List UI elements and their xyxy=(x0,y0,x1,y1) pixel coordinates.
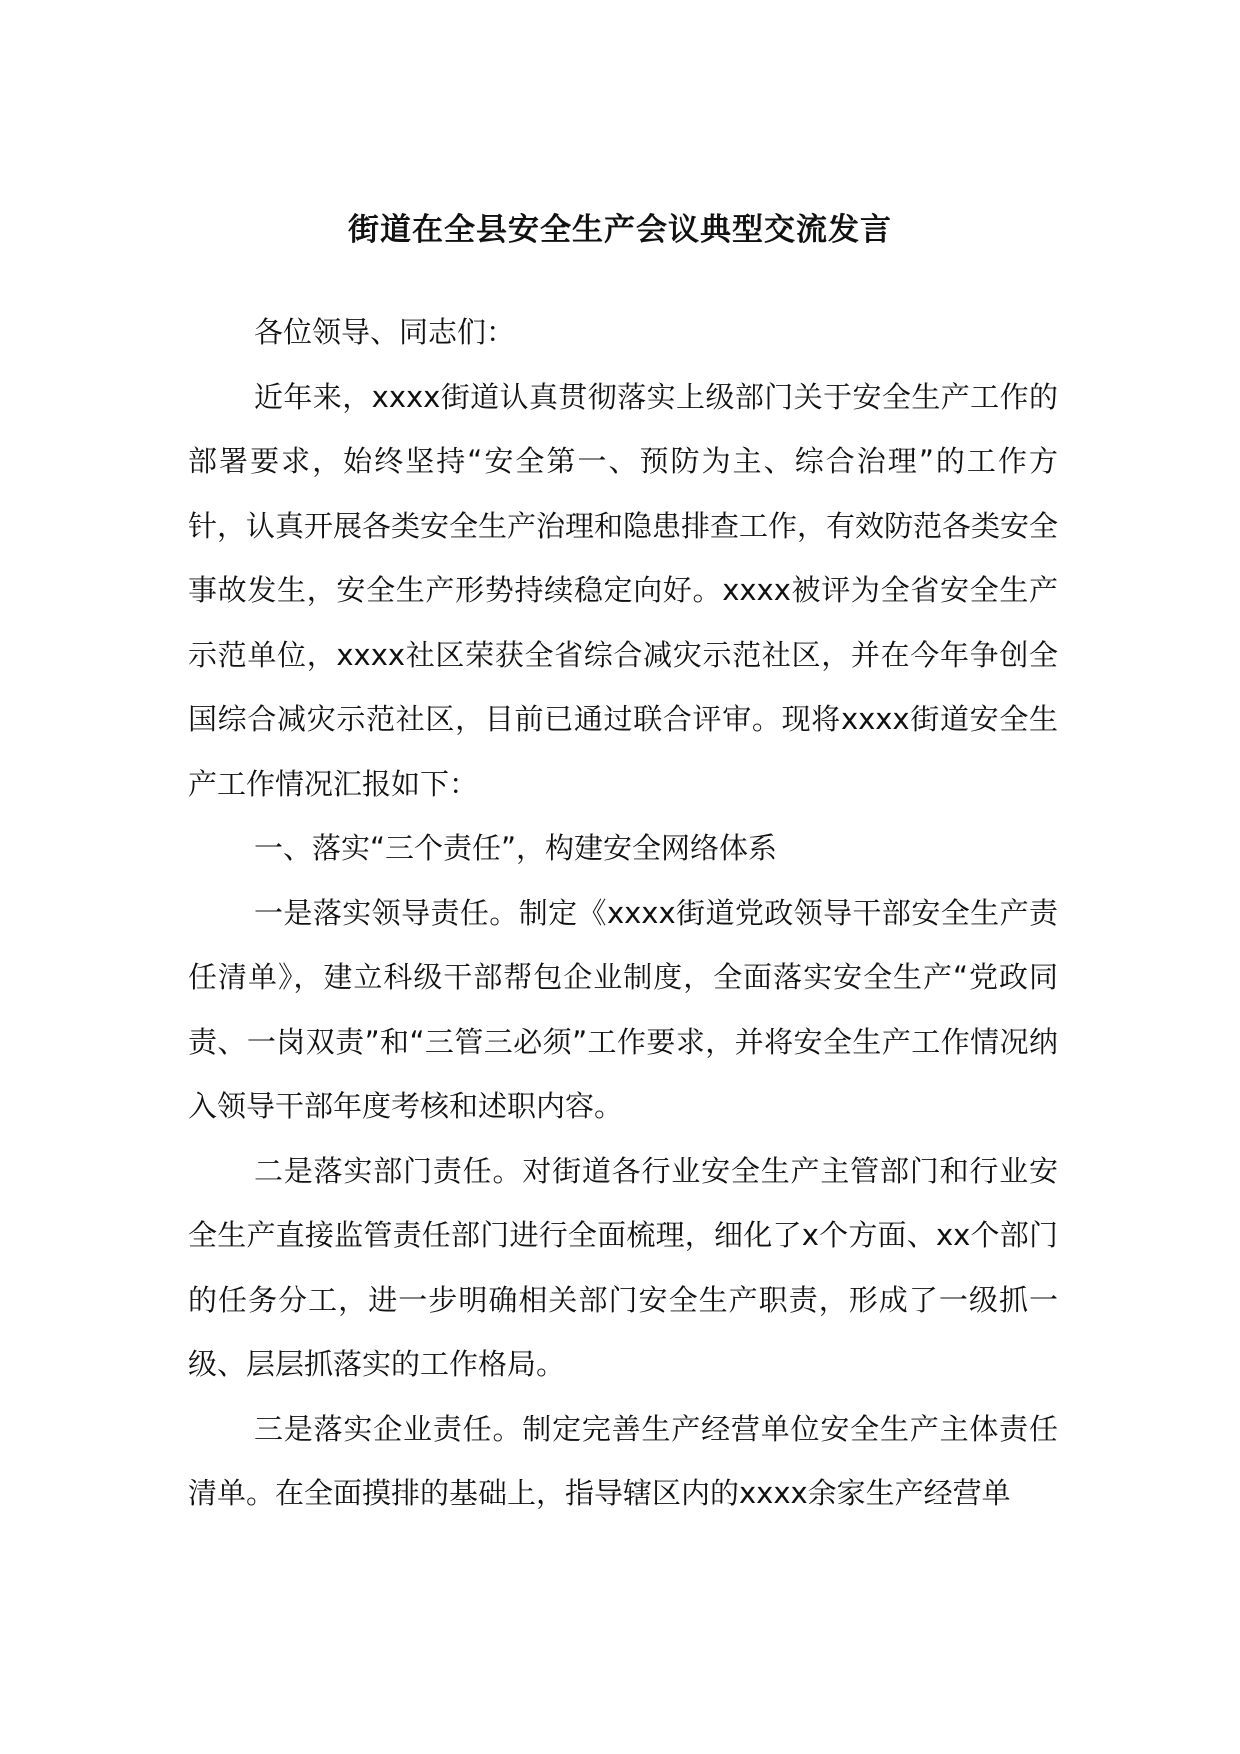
document-body xyxy=(188,300,1058,1526)
salutation-paragraph: 各位领导、同志们： xyxy=(254,315,516,349)
intro-paragraph: 近年来，xxxx街道认真贯彻落实上级部门关于安全生产工作的部署要求，始终坚持“安全第一、预防为主、综合治理”的工作方针，认真开展各类安全生产治理和隐患排查工作，有效防范各类安全事故发生，安全生产形势持续稳定向好。xxxx被评为全省安全生产示范单位，xxxx社区荣获全省综合减灾示范社区，并在今年争创全国综合减灾示范社区，目前已通过联合评审。现将xxxx街道安全生产工作情况汇报如下： xyxy=(188,379,1059,801)
section-heading: 一、落实“三个责任”，构建安全网络体系 xyxy=(254,831,778,865)
document-title: 街道在全县安全生产会议典型交流发言 xyxy=(348,212,892,248)
body-paragraph: 二是落实部门责任。对街道各行业安全生产主管部门和行业安全生产直接监管责任部门进行全面梳理，细化了x个方面、xx个部门的任务分工，进一步明确相关部门安全生产职责，形成了一级抓一级、层层抓落实的工作格局。 xyxy=(188,1153,1058,1381)
body-paragraph: 三是落实企业责任。制定完善生产经营单位安全生产主体责任清单。在全面摸排的基础上，指导辖区内的xxxx余家生产经营单 xyxy=(188,1411,1058,1510)
body-paragraph: 一是落实领导责任。制定《xxxx街道党政领导干部安全生产责任清单》，建立科级干部帮包企业制度，全面落实安全生产“党政同责、一岗双责”和“三管三必须”工作要求，并将安全生产工作情况纳入领导干部年度考核和述职内容。 xyxy=(188,895,1058,1123)
